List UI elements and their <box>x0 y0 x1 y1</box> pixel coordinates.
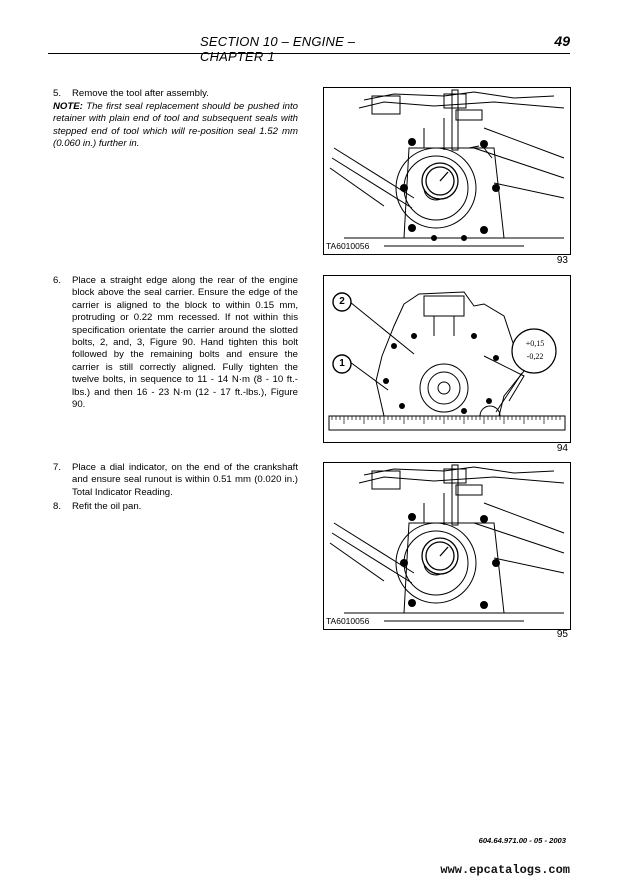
callout-label: 1 <box>339 358 345 369</box>
crankshaft-dial-indicator-drawing <box>324 463 570 629</box>
figure-94-illustration <box>323 275 571 443</box>
note-label: NOTE: <box>53 101 83 112</box>
step-number: 8. <box>53 501 62 512</box>
header-rule <box>48 53 570 54</box>
step-number: 6. <box>53 275 62 286</box>
tolerance-circle <box>512 329 556 373</box>
straight-edge <box>329 416 565 430</box>
note-text: The first seal replacement should be pushed into retainer with plain end of tool and subsequent seals with stepped end of tool which will re-position seal 1.52 mm (0.060 in.) further in. <box>53 101 298 150</box>
figure-code: TA6010056 <box>326 241 370 251</box>
callout-label: 2 <box>339 296 345 307</box>
tolerance-upper: +0,15 <box>525 339 545 348</box>
step-text: Place a straight edge along the rear of the engine block above the seal carrier. Ensure the edge of the carrier is aligned to the block to within 0.15 mm, protruding or 0.22 mm recessed. If not within this specification orientate the carrier around the slotted bolts, 2, and, 3, Figure 90. Hand tighten this bolt followed by the remaining bolts and ensure the carrier is still correctly aligned. Fully tighten the twelve bolts, in sequence to 11 - 14 N·m (8 - 10 ft.-lbs.) and then 16 - 23 N·m (12 - 17 ft.-lbs.), Figure 90. <box>72 275 298 411</box>
figure-93-illustration <box>323 87 571 255</box>
page-number: 49 <box>554 33 570 49</box>
figure-number: 93 <box>556 255 568 266</box>
section-title: SECTION 10 – ENGINE – CHAPTER 1 <box>200 34 356 64</box>
figure-code: TA6010056 <box>326 616 370 626</box>
step-5 <box>53 88 298 100</box>
step-8 <box>53 501 298 513</box>
step-6 <box>53 275 298 411</box>
document-code: 604.64.971.00 - 05 - 2003 <box>478 836 566 845</box>
step-7 <box>53 462 298 499</box>
figure-number: 94 <box>556 443 568 454</box>
step-text: Refit the oil pan. <box>72 501 142 512</box>
step-text: Place a dial indicator, on the end of the crankshaft and ensure seal runout is within 0.51 mm (0.020 in.) Total Indicator Reading. <box>72 462 298 498</box>
tolerance-lower: -0,22 <box>526 352 544 361</box>
step-text: Remove the tool after assembly. <box>72 88 209 99</box>
step-number: 5. <box>53 88 62 99</box>
figure-number: 95 <box>556 629 568 640</box>
engine-dial-indicator-drawing <box>324 88 570 254</box>
figure-95-illustration <box>323 462 571 630</box>
step-number: 7. <box>53 462 62 473</box>
watermark-link[interactable]: www.epcatalogs.com <box>440 863 570 877</box>
note <box>53 101 298 151</box>
